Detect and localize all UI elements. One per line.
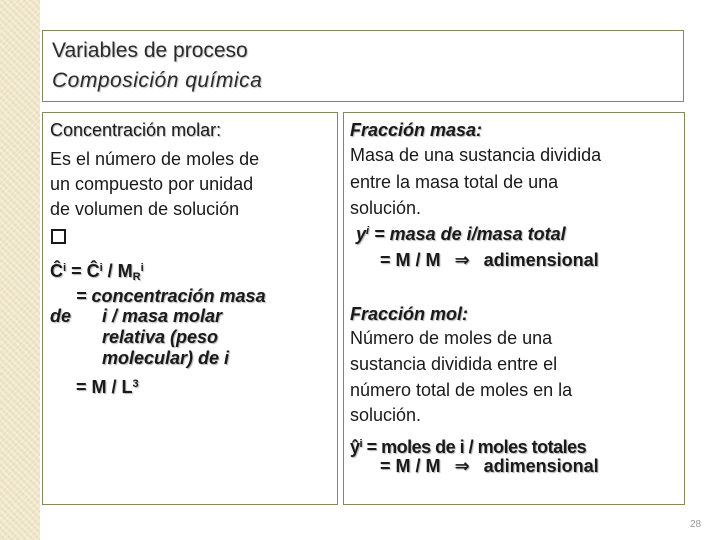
mass-fraction-dimensionless: adimensional <box>483 250 599 270</box>
decorative-side-strip <box>0 0 40 540</box>
definition-line-3: de volumen de solución <box>50 199 240 219</box>
implies-arrow-icon: ⇒ <box>454 250 470 271</box>
mole-fraction-rhs: = moles de i / moles totales <box>362 437 587 457</box>
mole-fraction-units-line <box>380 455 599 478</box>
formula-sub-r: R <box>132 271 141 283</box>
formula-definition-line-4: molecular) de i <box>102 348 230 368</box>
slide-title: Variables de proceso <box>52 39 248 62</box>
formula-definition-line-3: relativa (peso <box>102 327 219 347</box>
formula-divide-m: / M <box>102 261 133 281</box>
title-box <box>42 30 684 102</box>
mole-fraction-line-4: solución. <box>350 405 422 425</box>
mass-fraction-equation <box>356 220 566 245</box>
mole-fraction-heading: Fracción mol: <box>350 304 469 324</box>
mass-fraction-heading: Fracción masa: <box>350 120 483 140</box>
page-number: 28 <box>690 519 702 530</box>
units-exponent: 3 <box>132 378 139 390</box>
formula-sup-i: i <box>63 262 67 274</box>
formula-sup-i-3: i <box>140 262 144 274</box>
mass-fraction-m-over-m: = M / M <box>380 250 441 270</box>
definition-line-2: un compuesto por unidad <box>50 174 254 194</box>
mole-fraction-dimensionless: adimensional <box>483 456 599 476</box>
formula-sup-i-2: i <box>99 262 103 274</box>
square-bullet-icon <box>51 229 66 244</box>
concentration-formula <box>50 257 144 288</box>
definition-line-1: Es el número de moles de <box>50 149 260 169</box>
molar-concentration-heading: Concentración molar: <box>50 120 222 140</box>
units-line <box>76 373 139 398</box>
mole-fraction-line-2: sustancia dividida entre el <box>350 354 558 374</box>
mole-fraction-m-over-m: = M / M <box>380 456 441 476</box>
mass-fraction-sup-i: i <box>366 225 370 237</box>
formula-definition-line-2: i / masa molar <box>102 306 223 326</box>
mass-fraction-line-1: Masa de una sustancia dividida <box>350 145 602 165</box>
mass-fraction-units-line <box>380 249 599 272</box>
formula-equals-c-hat: = Ĉ <box>66 261 100 281</box>
mass-fraction-line-2: entre la masa total de una <box>350 172 559 192</box>
molar-concentration-box <box>42 112 338 505</box>
mole-fraction-line-3: número total de moles en la <box>350 380 573 400</box>
slide-subtitle: Composición química <box>52 69 263 92</box>
mass-fraction-y: y <box>356 224 367 244</box>
mole-fraction-line-1: Número de moles de una <box>350 328 553 348</box>
formula-definition-de: de <box>50 306 72 326</box>
formula-definition-line-1: = concentración masa <box>76 286 266 306</box>
mole-fraction-sup-i: i <box>359 438 363 450</box>
mole-fraction-y-hat: ŷ <box>350 437 360 457</box>
formula-c-hat: Ĉ <box>50 261 63 281</box>
mass-fraction-rhs: = masa de i/masa total <box>369 224 566 244</box>
mass-fraction-line-3: solución. <box>350 198 422 218</box>
units-text: = M / L <box>76 377 133 397</box>
fractions-box <box>343 112 685 505</box>
implies-arrow-icon: ⇒ <box>454 456 470 477</box>
